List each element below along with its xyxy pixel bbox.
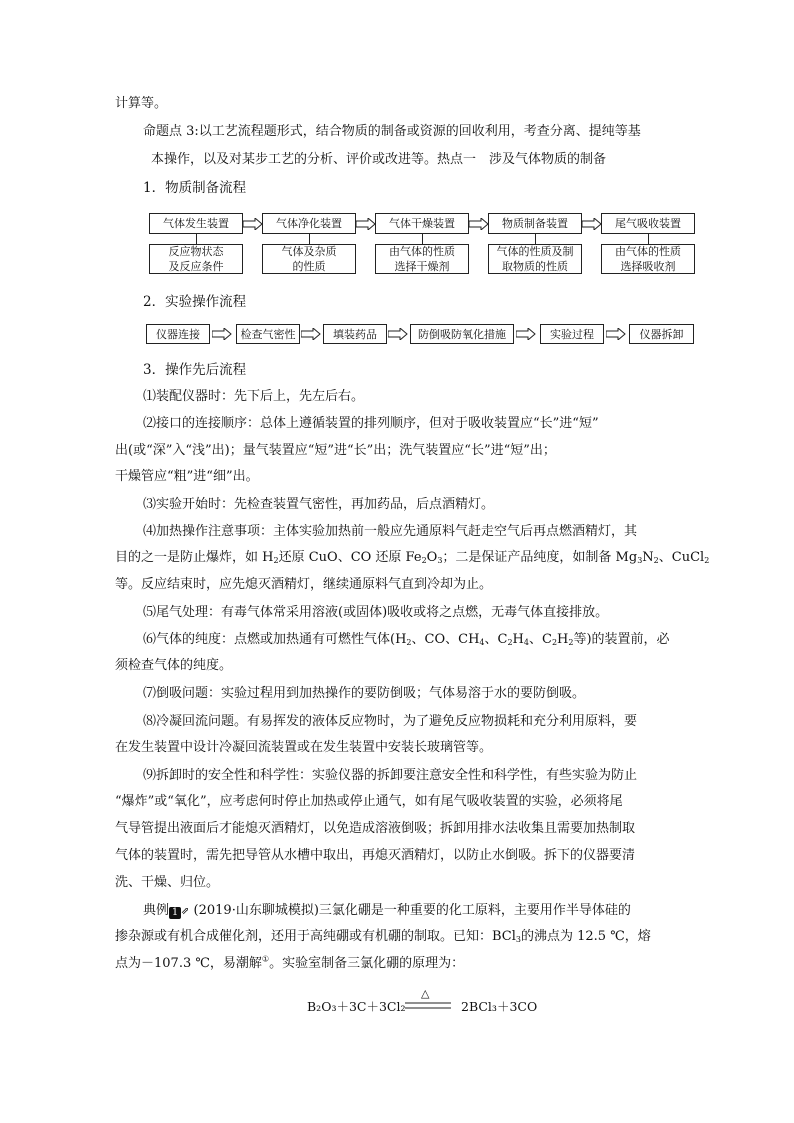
flow1-step-3: 气体干燥装置 [375, 213, 469, 234]
flow2-step-1: 仪器连接 [146, 324, 210, 344]
flow1-step-1: 气体发生装置 [149, 213, 243, 234]
paragraph-8-line2: 在发生装置中设计冷凝回流装置或在发生装置中安装长玻璃管等。 [115, 740, 493, 755]
flow1-arrow-2 [356, 218, 376, 230]
flow1-arrow-1 [243, 218, 263, 230]
paragraph-9-line4: 气体的装置时，需先把导管从水槽中取出，再熄灭酒精灯，以防止水倒吸。拆下的仪器要清 [115, 848, 636, 863]
paragraph-2-line1: ⑵接口的连接顺序：总体上遵循装置的排列顺序，但对于吸收装置应“长”进“短” [143, 416, 599, 431]
section2-title: 2．实验操作流程 [143, 294, 247, 310]
equation-left: B₂O₃＋3C＋3Cl₂ [307, 999, 406, 1014]
example-label: 典例 [143, 903, 170, 918]
paragraph-9-line5: 洗、干燥、归位。 [115, 875, 220, 890]
paragraph-9-line2: “爆炸”或“氧化”，应考虑何时停止加热或停止通气，如有尾气吸收装置的实验，必须将尾 [115, 794, 623, 809]
flow2-arrow-4 [516, 328, 536, 340]
paragraph-6-line2: 须检查气体的纯度。 [115, 658, 233, 673]
paragraph-4-line2: 目的之一是防止爆炸，如 $H_2$还原 CuO、CO 还原 $Fe_2O_3$；二是保证产品纯度，如制备 $Mg_3N_2$、CuCl$_2$ [115, 550, 710, 565]
point3-line1: 命题点 3:以工艺流程题形式，结合物质的制备或资源的回收利用，考查分离、提纯等基 [143, 124, 641, 139]
flow1-connector-2 [309, 234, 310, 244]
paragraph-6-line1: ⑹气体的纯度：点燃或加热通有可燃性气体($H_2$、CO、$CH_4$、$C_2H_4$、$C_2H_2$等)的装置前，必 [143, 632, 670, 647]
flow1-note-5: 由气体的性质 选择吸收剂 [601, 244, 695, 274]
flow2-arrow-1 [212, 328, 232, 340]
flow1-connector-1 [196, 234, 197, 244]
flow1-step-5: 尾气吸收装置 [601, 213, 695, 234]
section3-title: 3．操作先后流程 [143, 362, 247, 378]
flow1-arrow-4 [582, 218, 602, 230]
flow2-arrow-5 [606, 328, 626, 340]
equation-condition: △ [421, 987, 430, 1000]
flow2-step-5: 实验过程 [540, 324, 604, 344]
paragraph-9-line1: ⑼拆卸时的安全性和科学性：实验仪器的拆卸要注意安全性和科学性，有些实验为防止 [143, 768, 638, 783]
point3-line2: 本操作，以及对某步工艺的分析、评价或改进等。热点一 涉及气体物质的制备 [151, 152, 607, 167]
flow2-step-3: 填装药品 [323, 324, 387, 344]
section1-title: 1．物质制备流程 [143, 180, 247, 196]
paragraph-2-line2: 出(或“深”入“浅”出)；量气装置应“短”进“长”出；洗气装置应“长”进“短”出； [115, 443, 556, 458]
flow1-note-3: 由气体的性质 选择干燥剂 [375, 244, 469, 274]
flow1-step-2: 气体净化装置 [262, 213, 356, 234]
flow1-arrow-3 [469, 218, 489, 230]
example-number-badge: 1 [169, 907, 181, 919]
paragraph-9-line3: 气导管提出液面后才能熄灭酒精灯，以免造成溶液倒吸；拆卸用排水法收集且需要加热制取 [115, 821, 636, 836]
paragraph-3: ⑶实验开始时：先检查装置气密性，再加药品，后点酒精灯。 [143, 497, 495, 512]
flow2-arrow-3 [388, 328, 408, 340]
equation-equals-sign [405, 1002, 451, 1010]
flow1-connector-4 [535, 234, 536, 244]
paragraph-8-line1: ⑻冷凝回流问题。有易挥发的液体反应物时，为了避免反应物损耗和充分利用原料，要 [143, 714, 638, 729]
intro-tail: 计算等。 [115, 96, 168, 111]
example-line3: 点为－107.3 ℃，易潮解①。实验室制备三氯化硼的原理为： [115, 954, 465, 971]
example-arrow-icon: ⇗ [181, 906, 190, 917]
flow1-note-1: 反应物状态 及反应条件 [149, 244, 243, 274]
flow1-connector-5 [648, 234, 649, 244]
flow1-step-4: 物质制备装置 [488, 213, 582, 234]
example-line2: 掺杂源或有机合成催化剂，还用于高纯硼或有机硼的制取。已知：BCl$_3$的沸点为 12.5 ℃，熔 [115, 929, 651, 944]
flow2-step-2: 检查气密性 [236, 324, 300, 344]
paragraph-4-line3: 等。反应结束时，应先熄灭酒精灯，继续通原料气直到冷却为止。 [115, 577, 493, 592]
flow1-note-4: 气体的性质及制 取物质的性质 [488, 244, 582, 274]
flow2-step-6: 仪器拆卸 [629, 324, 694, 344]
paragraph-2-line3: 干燥管应“粗”进“细”出。 [115, 469, 259, 484]
paragraph-1: ⑴装配仪器时：先下后上，先左后右。 [143, 389, 365, 404]
flow2-step-4: 防倒吸防氧化措施 [410, 324, 514, 344]
paragraph-5: ⑸尾气处理：有毒气体常采用溶液(或固体)吸收或将之点燃，无毒气体直接排放。 [143, 605, 609, 620]
flow1-note-2: 气体及杂质 的性质 [262, 244, 356, 274]
example-line1: 典例 1 ⇗ (2019·山东聊城模拟)三氯化硼是一种重要的化工原料，主要用作半导体硅的 [143, 903, 631, 918]
flow2-arrow-2 [301, 328, 321, 340]
paragraph-4-line1: ⑷加热操作注意事项：主体实验加热前一般应先通原料气赶走空气后再点燃酒精灯，其 [143, 524, 638, 539]
flow1-connector-3 [422, 234, 423, 244]
equation-right: 2BCl₃＋3CO [461, 999, 538, 1014]
paragraph-7: ⑺倒吸问题：实验过程用到加热操作的要防倒吸；气体易溶于水的要防倒吸。 [143, 686, 586, 701]
